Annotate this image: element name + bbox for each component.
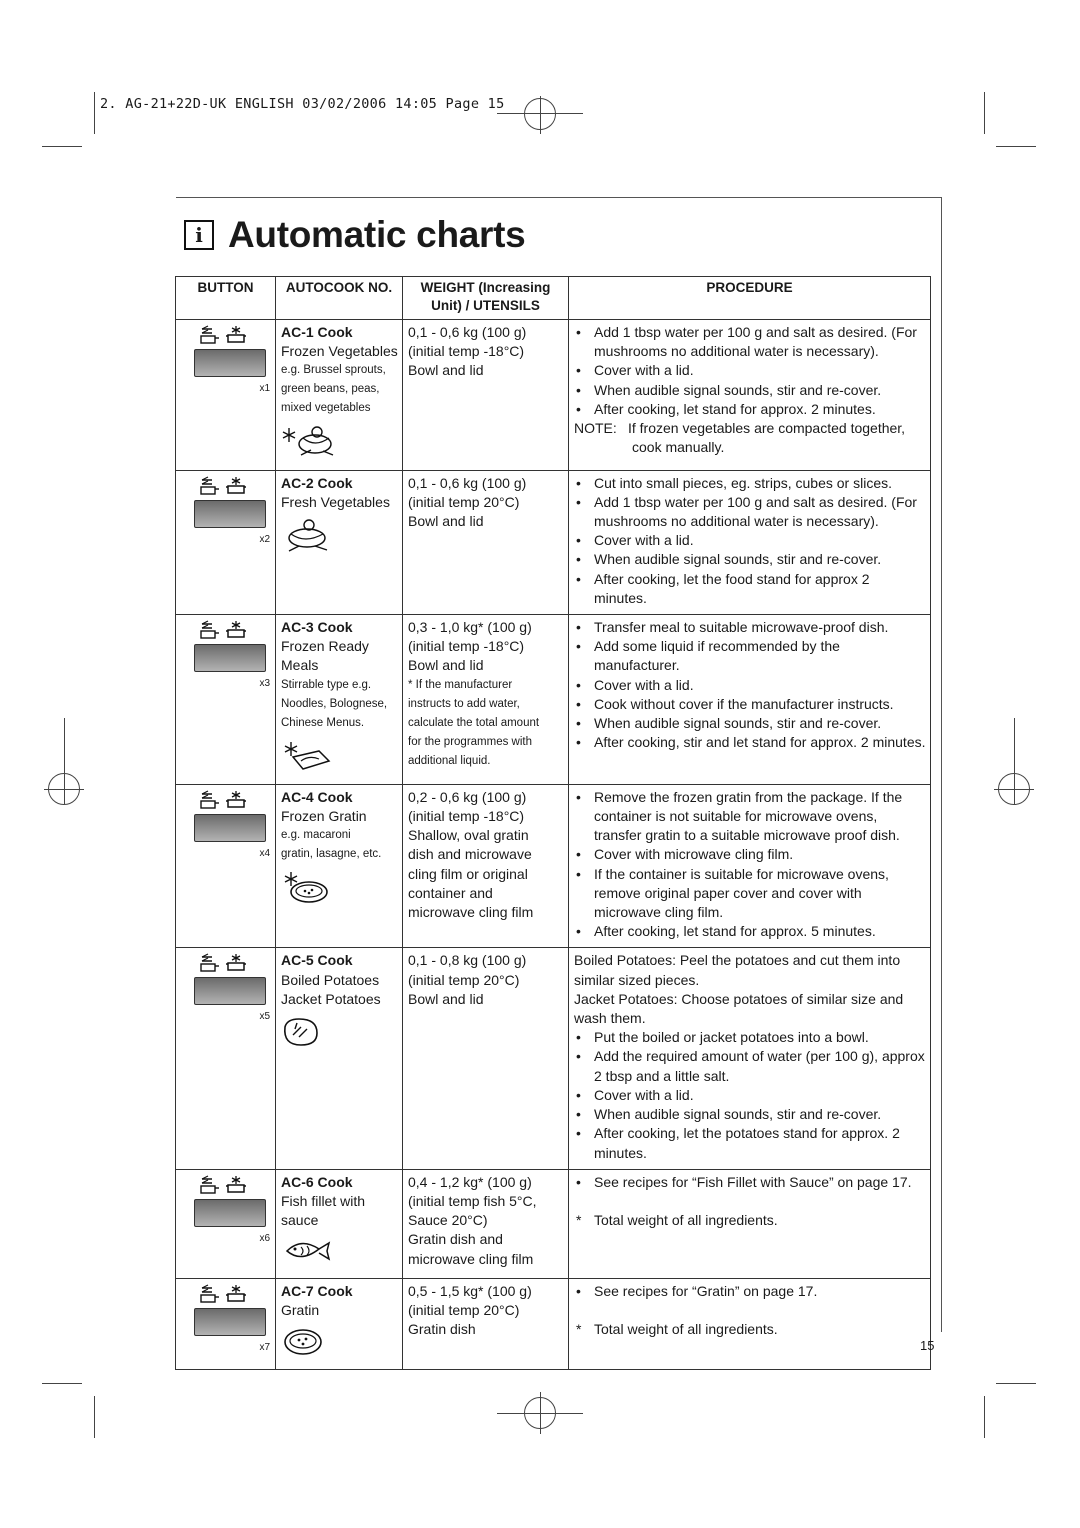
food-name: sauce (281, 1212, 319, 1229)
press-count: x3 (259, 678, 270, 690)
table-row (176, 320, 931, 471)
weight-cell (403, 948, 569, 1169)
defrost-pot-icon (225, 953, 245, 971)
weight-line: Bowl and lid (408, 657, 484, 674)
page-title: Automatic charts (228, 214, 526, 255)
defrost-pot-icon (225, 476, 245, 494)
autocook-button[interactable] (194, 1308, 266, 1336)
press-count: x7 (259, 1341, 270, 1353)
weight-footnote: calculate the total amount (408, 716, 540, 729)
food-name: Jacket Potatoes (281, 990, 381, 1007)
procedure-step: • Transfer meal to suitable microwave-proof dish. (574, 618, 926, 637)
page-frame-top (176, 197, 942, 198)
button-cell (176, 948, 276, 1169)
table-row (176, 470, 931, 614)
food-example: green beans, peas, (281, 383, 380, 396)
autocook-button[interactable] (194, 349, 266, 377)
defrost-pot-icon (225, 1284, 245, 1302)
procedure-step: Boiled Potatoes: Peel the potatoes and cut them into similar sized pieces. (574, 952, 901, 988)
weight-line: Gratin dish (408, 1320, 476, 1337)
procedure-step: • See recipes for “Fish Fillet with Sauce” on page 17. (574, 1173, 926, 1192)
autocook-button[interactable] (194, 1199, 266, 1227)
frozen-meal-icon (281, 739, 398, 778)
autocook-button[interactable] (194, 644, 266, 672)
table-row (176, 615, 931, 785)
defrost-pot-icon (225, 1175, 245, 1193)
weight-line: (initial temp fish 5°C, (408, 1192, 537, 1209)
autocook-button[interactable] (194, 977, 266, 1005)
food-name: Boiled Potatoes (281, 971, 380, 988)
button-cell (176, 470, 276, 614)
weight-cell (403, 615, 569, 785)
weight-cell (403, 1278, 569, 1370)
weight-footnote: for the programmes with (408, 735, 532, 748)
procedure-step: • After cooking, let the food stand for approx 2 minutes. (574, 570, 926, 608)
defrost-pot-icon (225, 790, 245, 808)
autocook-cell (276, 1169, 403, 1278)
food-example: e.g. Brussel sprouts, (281, 364, 386, 377)
weight-line: cling film or original (408, 865, 528, 882)
weight-line: Gratin dish and (408, 1231, 503, 1248)
food-name: Fish fillet with (281, 1192, 366, 1209)
autocook-code: AC-1 Cook (281, 324, 353, 340)
food-name: Frozen Gratin (281, 808, 367, 825)
procedure-step: • Cover with a lid. (574, 531, 926, 550)
weight-line: 0,5 - 1,5 kg* (100 g) (408, 1282, 532, 1299)
procedure-step: • Cover with a lid. (574, 1086, 926, 1105)
page-number: 15 (920, 1338, 935, 1353)
weight-line: 0,1 - 0,6 kg (100 g) (408, 324, 527, 340)
column-header-autocook: AUTOCOOK NO. (276, 277, 403, 320)
weight-footnote: additional liquid. (408, 754, 491, 767)
procedure-cell (569, 1169, 931, 1278)
microwave-auto-icon (199, 1175, 219, 1193)
defrost-pot-icon (225, 325, 245, 343)
button-cell (176, 320, 276, 471)
press-count: x6 (259, 1232, 270, 1244)
button-cell (176, 1169, 276, 1278)
procedure-note: NOTE: If frozen vegetables are compacted together, cook manually. (574, 420, 906, 456)
autocook-code: AC-4 Cook (281, 788, 353, 805)
weight-line: 0,1 - 0,8 kg (100 g) (408, 952, 527, 969)
print-slug: 2. AG-21+22D-UK ENGLISH 03/02/2006 14:05 Page 15 (100, 96, 505, 112)
microwave-auto-icon (199, 790, 219, 808)
weight-line: 0,4 - 1,2 kg* (100 g) (408, 1173, 532, 1190)
food-example: gratin, lasagne, etc. (281, 848, 382, 861)
weight-line: (initial temp 20°C) (408, 1301, 520, 1318)
autocook-cell (276, 615, 403, 785)
info-icon: i (184, 220, 214, 250)
microwave-auto-icon (199, 476, 219, 494)
press-count: x4 (259, 847, 270, 859)
gratin-dish-icon (281, 1326, 398, 1363)
weight-line: microwave cling film (408, 904, 534, 921)
button-cell (176, 1278, 276, 1370)
weight-line: 0,1 - 0,6 kg (100 g) (408, 474, 527, 491)
food-example: mixed vegetables (281, 402, 371, 415)
table-row (176, 784, 931, 948)
procedure-cell (569, 1278, 931, 1370)
weight-footnote: * If the manufacturer (408, 678, 513, 691)
procedure-step: • After cooking, stir and let stand for approx. 2 minutes. (574, 733, 926, 752)
procedure-step: • When audible signal sounds, stir and re-cover. (574, 381, 926, 400)
procedure-cell (569, 320, 931, 471)
procedure-step: • Cook without cover if the manufacturer instructs. (574, 695, 926, 714)
weight-line: dish and microwave (408, 846, 532, 863)
weight-cell (403, 470, 569, 614)
weight-cell (403, 320, 569, 471)
procedure-step: * Total weight of all ingredients. (574, 1320, 926, 1339)
weight-line: Bowl and lid (408, 513, 484, 530)
procedure-spacer (574, 1192, 926, 1211)
autocook-code: AC-5 Cook (281, 952, 353, 969)
weight-line: container and (408, 884, 493, 901)
procedure-cell (569, 784, 931, 948)
button-cell (176, 784, 276, 948)
table-row (176, 1278, 931, 1370)
weight-line: 0,3 - 1,0 kg* (100 g) (408, 619, 532, 636)
autocook-code: AC-6 Cook (281, 1173, 353, 1190)
procedure-step: • Remove the frozen gratin from the package. If the container is not suitable for microwave ovens, transfer gratin to a suitable microwave proof dish. (574, 788, 926, 846)
table-header-row (176, 277, 931, 320)
procedure-cell (569, 948, 931, 1169)
weight-line: Sauce 20°C) (408, 1212, 488, 1229)
page-frame-right (941, 197, 942, 1332)
button-cell (176, 615, 276, 785)
food-example: Stirrable type e.g. (281, 678, 372, 691)
table-row (176, 1169, 931, 1278)
procedure-step: • Add 1 tbsp water per 100 g and salt as desired. (For mushrooms no additional water is necessary). (574, 323, 926, 361)
procedure-step: • After cooking, let stand for approx. 5 minutes. (574, 922, 926, 941)
weight-cell (403, 784, 569, 948)
weight-line: (initial temp -18°C) (408, 343, 525, 360)
weight-line: Bowl and lid (408, 362, 484, 379)
title-row (184, 210, 525, 260)
microwave-auto-icon (199, 325, 219, 343)
press-count: x1 (259, 383, 270, 394)
autocook-cell (276, 784, 403, 948)
weight-footnote: instructs to add water, (408, 697, 520, 710)
autocook-cell (276, 320, 403, 471)
column-header-button: BUTTON (176, 277, 276, 320)
procedure-step: • Put the boiled or jacket potatoes into a bowl. (574, 1028, 926, 1047)
food-name: Meals (281, 657, 319, 674)
food-name: Fresh Vegetables (281, 493, 390, 510)
weight-line: (initial temp -18°C) (408, 808, 525, 825)
procedure-step: • If the container is suitable for microwave ovens, remove original paper cover and cover with microwave cling film. (574, 865, 926, 923)
autocook-cell (276, 948, 403, 1169)
weight-cell (403, 1169, 569, 1278)
fish-icon (281, 1236, 398, 1271)
procedure-step: • See recipes for “Gratin” on page 17. (574, 1282, 926, 1301)
food-name: Gratin (281, 1301, 320, 1318)
food-example: e.g. macaroni (281, 829, 351, 842)
autocook-code: AC-3 Cook (281, 619, 353, 636)
procedure-step: • When audible signal sounds, stir and re-cover. (574, 714, 926, 733)
microwave-auto-icon (199, 953, 219, 971)
procedure-step: * Total weight of all ingredients. (574, 1211, 926, 1230)
autocook-code: AC-7 Cook (281, 1282, 353, 1299)
autocook-button[interactable] (194, 500, 266, 528)
procedure-step: • Cover with a lid. (574, 676, 926, 695)
food-name: Frozen Vegetables (281, 343, 398, 360)
food-example: Chinese Menus. (281, 716, 365, 729)
procedure-step: • Add the required amount of water (per 100 g), approx 2 tbsp and a little salt. (574, 1047, 926, 1085)
press-count: x5 (259, 1011, 270, 1023)
automatic-charts-table (175, 276, 931, 1370)
frozen-vegetables-icon (281, 424, 398, 463)
procedure-step: • Cover with microwave cling film. (574, 845, 926, 864)
table-row (176, 948, 931, 1169)
microwave-auto-icon (199, 1284, 219, 1302)
weight-line: (initial temp -18°C) (408, 638, 525, 655)
fresh-vegetables-icon (281, 518, 398, 557)
weight-line: Shallow, oval gratin (408, 827, 529, 844)
procedure-step: • Cut into small pieces, eg. strips, cubes or slices. (574, 474, 926, 493)
weight-line: (initial temp 20°C) (408, 971, 520, 988)
autocook-button[interactable] (194, 814, 266, 842)
procedure-cell (569, 470, 931, 614)
autocook-cell (276, 1278, 403, 1370)
defrost-pot-icon (225, 620, 245, 638)
frozen-gratin-icon (281, 870, 398, 911)
autocook-cell (276, 470, 403, 614)
procedure-step: Jacket Potatoes: Choose potatoes of similar size and wash them. (574, 990, 904, 1027)
procedure-cell (569, 615, 931, 785)
weight-line: 0,2 - 0,6 kg (100 g) (408, 788, 527, 805)
procedure-step: • After cooking, let stand for approx. 2 minutes. (574, 400, 926, 419)
procedure-step: • When audible signal sounds, stir and re-cover. (574, 1105, 926, 1124)
weight-line: microwave cling film (408, 1250, 534, 1267)
potatoes-icon (281, 1015, 398, 1054)
procedure-step: • Add 1 tbsp water per 100 g and salt as desired. (For mushrooms no additional water is necessary). (574, 493, 926, 531)
column-header-weight: WEIGHT (Increasing Unit) / UTENSILS (403, 277, 569, 320)
food-example: Noodles, Bolognese, (281, 697, 388, 710)
weight-line: Bowl and lid (408, 990, 484, 1007)
procedure-step: • Add some liquid if recommended by the manufacturer. (574, 637, 926, 675)
column-header-procedure: PROCEDURE (569, 277, 931, 320)
food-name: Frozen Ready (281, 638, 369, 655)
autocook-code: AC-2 Cook (281, 474, 353, 491)
weight-line: (initial temp 20°C) (408, 493, 520, 510)
procedure-step: • Cover with a lid. (574, 361, 926, 380)
procedure-spacer (574, 1301, 926, 1320)
procedure-step: • After cooking, let the potatoes stand for approx. 2 minutes. (574, 1124, 926, 1162)
microwave-auto-icon (199, 620, 219, 638)
procedure-step: • When audible signal sounds, stir and re-cover. (574, 550, 926, 569)
press-count: x2 (259, 533, 270, 545)
